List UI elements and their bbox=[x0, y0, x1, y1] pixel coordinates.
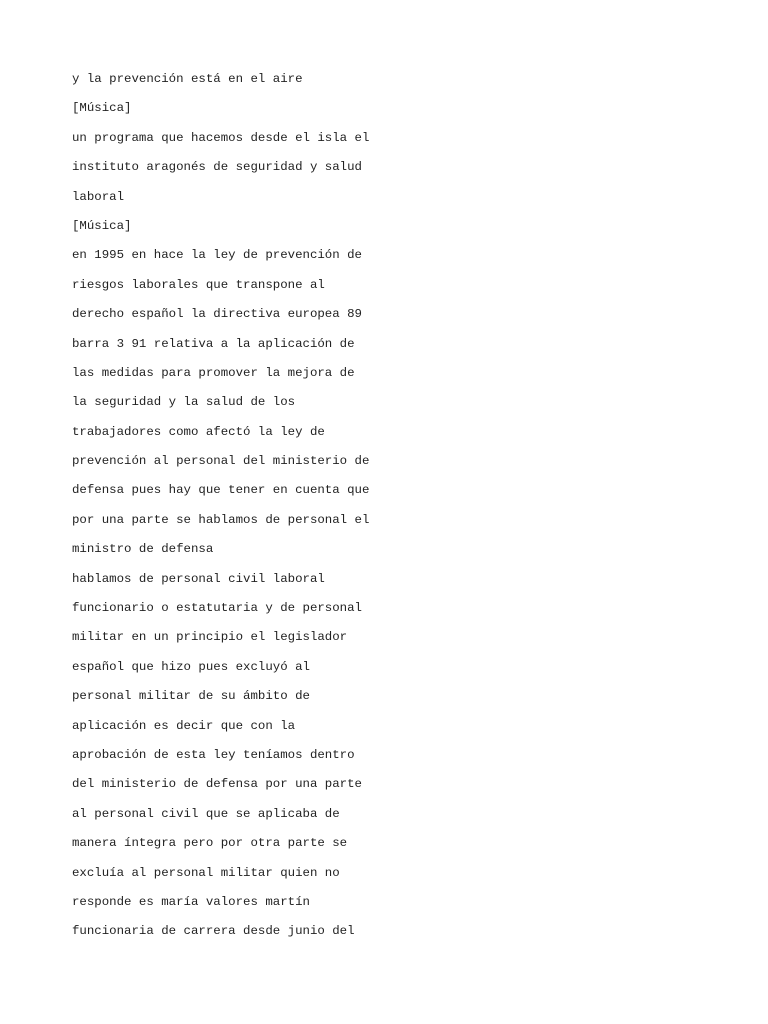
text-line: prevención al personal del ministerio de bbox=[72, 454, 370, 469]
text-line: ministro de defensa bbox=[72, 542, 214, 557]
text-line: defensa pues hay que tener en cuenta que bbox=[72, 483, 370, 498]
text-line: riesgos laborales que transpone al bbox=[72, 277, 325, 292]
text-line: derecho español la directiva europea 89 bbox=[72, 307, 362, 322]
text-line: español que hizo pues excluyó al bbox=[72, 659, 310, 674]
text-line: hablamos de personal civil laboral bbox=[72, 571, 325, 586]
text-line: aplicación es decir que con la bbox=[72, 718, 296, 733]
text-line: [Música] bbox=[72, 101, 132, 116]
text-line: las medidas para promover la mejora de bbox=[72, 365, 355, 380]
text-line: trabajadores como afectó la ley de bbox=[72, 424, 325, 439]
text-line: por una parte se hablamos de personal el bbox=[72, 512, 370, 527]
text-line: del ministerio de defensa por una parte bbox=[72, 777, 362, 792]
text-line: [Música] bbox=[72, 218, 132, 233]
text-line: un programa que hacemos desde el isla el bbox=[72, 130, 370, 145]
text-line: personal militar de su ámbito de bbox=[72, 689, 310, 704]
text-line: laboral bbox=[72, 189, 125, 204]
text-line: la seguridad y la salud de los bbox=[72, 395, 296, 410]
text-line: militar en un principio el legislador bbox=[72, 630, 348, 645]
text-line: y la prevención está en el aire bbox=[72, 72, 303, 86]
text-line: manera íntegra pero por otra parte se bbox=[72, 836, 348, 851]
text-line: instituto aragonés de seguridad y salud bbox=[72, 160, 362, 175]
transcript-text bbox=[72, 65, 369, 947]
text-line: excluía al personal militar quien no bbox=[72, 865, 340, 880]
text-line: en 1995 en hace la ley de prevención de bbox=[72, 248, 362, 263]
text-line: funcionaria de carrera desde junio del bbox=[72, 924, 355, 939]
text-line: responde es maría valores martín bbox=[72, 894, 310, 909]
text-line: aprobación de esta ley teníamos dentro bbox=[72, 747, 355, 762]
text-line: al personal civil que se aplicaba de bbox=[72, 806, 340, 821]
text-line: barra 3 91 relativa a la aplicación de bbox=[72, 336, 355, 351]
text-line: funcionario o estatutaria y de personal bbox=[72, 601, 362, 616]
